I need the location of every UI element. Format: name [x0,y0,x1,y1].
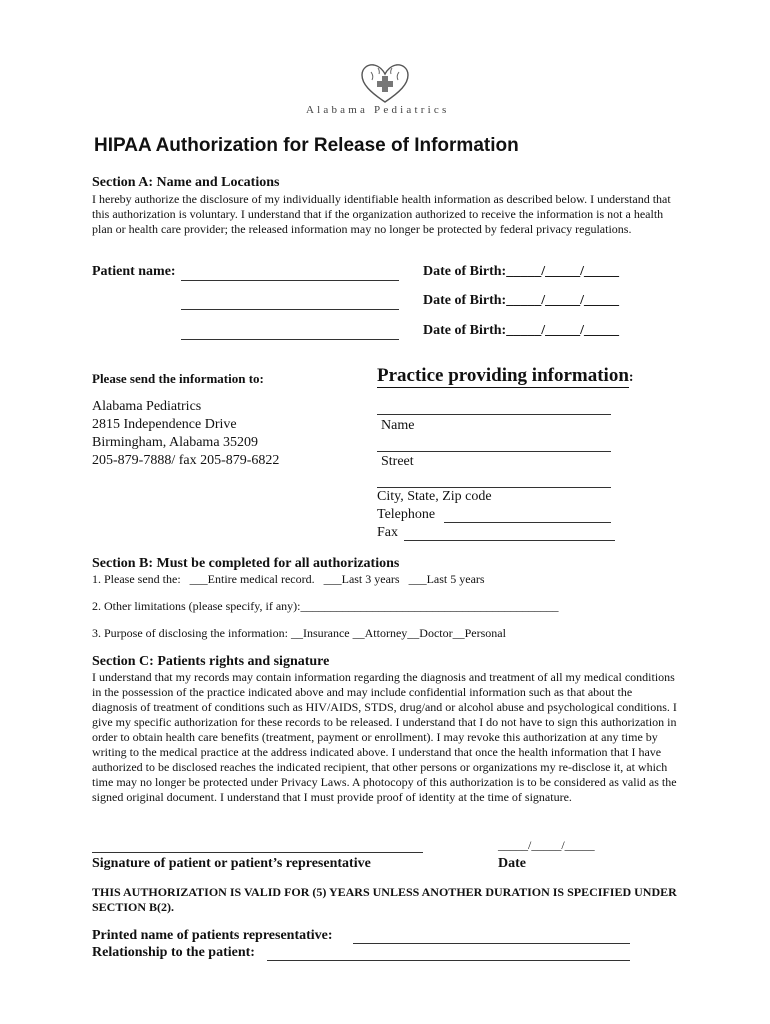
printed-name-field[interactable] [353,943,630,944]
practice-name-field[interactable] [377,414,611,415]
dob-label-text: Date of Birth: [423,323,507,338]
practice-telephone-field[interactable] [444,522,611,523]
patient-name-field-2[interactable] [181,309,399,310]
section-b-item-3[interactable]: 3. Purpose of disclosing the information: __Insurance __Attorney__Doctor__Personal [92,626,506,640]
item1-prefix: 1. Please send the: [92,572,181,586]
practice-street-label: Street [381,454,414,469]
relationship-label: Relationship to the patient: [92,945,255,960]
practice-heading-text: Practice providing information [377,365,629,386]
section-b-heading: Section B: Must be completed for all authorizations [92,556,400,571]
last-3-years-option[interactable]: ___Last 3 years [323,572,400,586]
practice-fax-label: Fax [377,525,398,540]
validity-notice: THIS AUTHORIZATION IS VALID FOR (5) YEARS UNLESS ANOTHER DURATION IS SPECIFIED UNDER SECTION B(2). [92,885,677,914]
page-title: HIPAA Authorization for Release of Information [94,135,519,156]
dob-label-text: Date of Birth: [423,264,507,279]
send-to-label: Please send the information to: [92,371,264,386]
practice-fax-field[interactable] [404,540,615,541]
practice-heading-colon: : [628,370,634,385]
relationship-field[interactable] [267,960,630,961]
dob-label-2 [423,293,619,309]
dob-label-3 [423,323,619,339]
send-to-line-1: Alabama Pediatrics [92,399,202,414]
section-b-item-1 [92,572,485,587]
dob-field[interactable]: _____/_____/_____ [506,264,619,279]
section-c-heading: Section C: Patients rights and signature [92,654,330,669]
patient-name-field-3[interactable] [181,339,399,340]
send-to-line-2: 2815 Independence Drive [92,417,237,432]
logo-text: Alabama Pediatrics [306,104,450,116]
practice-name-label: Name [381,418,415,433]
section-c-body: I understand that my records may contain information regarding the diagnosis and treatment of all my medical conditions in the possession of the practice indicated above and may include confidential information such as that about the diagnosis of treatment of conditions such as HIV/AIDS, STDS, drug/and or alcohol abuse and psychological conditions. I give my specific authorization for these records to be released. I understand that I do not have to sign this authorization in order to obtain health care benefits (treatment, payment or enrollment). I may revoke this authorization at any time by writing to the medical practice at the address indicated above. I understand that once the health information that I have authorized to be disclosed reaches the indicated recipient, that other persons or organizations my re-disclose it, at which time may no longer be protected under Privacy Laws. A photocopy of this authorization is to be considered as valid as the signed original document. I understand that I must provide proof of identity at the time of signature. [92,670,677,804]
last-5-years-option[interactable]: ___Last 5 years [408,572,485,586]
practice-street-field[interactable] [377,451,611,452]
practice-city-label: City, State, Zip code [377,489,492,504]
signature-field[interactable] [92,852,423,853]
date-label: Date [498,856,526,871]
dob-field[interactable]: _____/_____/_____ [506,323,619,338]
dob-label-text: Date of Birth: [423,293,507,308]
patient-name-field-1[interactable] [181,280,399,281]
practice-heading [377,365,634,388]
section-a-heading: Section A: Name and Locations [92,175,280,190]
send-to-line-3: Birmingham, Alabama 35209 [92,435,259,450]
printed-name-label: Printed name of patients representative: [92,928,333,943]
dob-field[interactable]: _____/_____/_____ [506,293,619,308]
practice-telephone-label: Telephone [377,507,436,522]
logo [300,62,470,120]
entire-record-option[interactable]: ___Entire medical record. [189,572,315,586]
patient-name-label: Patient name: [92,264,176,279]
section-b-item-2[interactable]: 2. Other limitations (please specify, if any):___________________________________________ [92,599,559,613]
signature-label: Signature of patient or patient’s representative [92,856,371,871]
dob-label-1 [423,264,619,280]
section-a-body: I hereby authorize the disclosure of my individually identifiable health information as described below. I understand that this authorization is voluntary. I understand that if the organization authorized to receive the information is not a health plan or health care provider; the released information may no longer be protected by federal privacy regulations. [92,192,671,236]
practice-city-field[interactable] [377,487,611,488]
heart-logo-icon [300,62,470,106]
send-to-line-4: 205-879-7888/ fax 205-879-6822 [92,453,280,468]
signature-date-field[interactable]: _____/_____/_____ [498,838,595,852]
